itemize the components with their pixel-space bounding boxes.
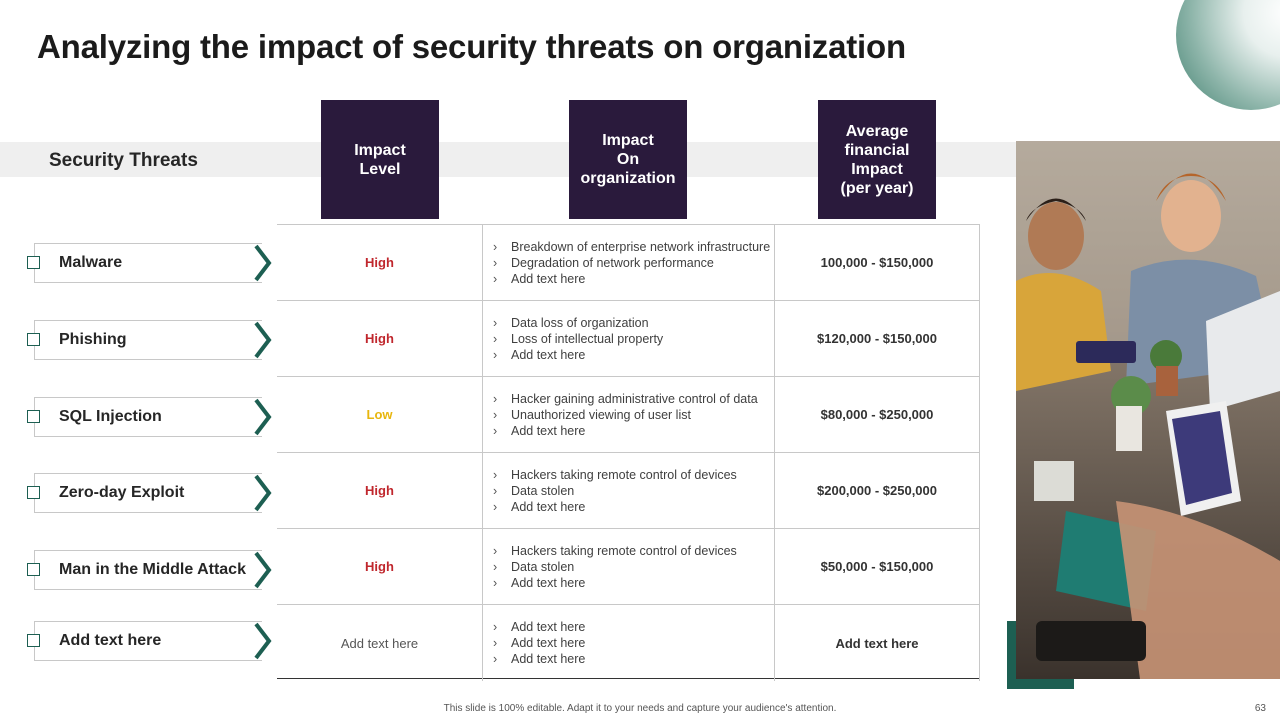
impact-organization-cell — [482, 225, 775, 300]
impact-bullet-list — [491, 467, 737, 515]
financial-impact-cell: $50,000 - $150,000 — [775, 529, 980, 604]
impact-level-cell: High — [365, 559, 394, 574]
chevron-right-icon — [252, 397, 274, 437]
threat-label: Man in the Middle Attack — [59, 561, 246, 578]
impact-bullet-list — [491, 391, 758, 439]
checkbox-icon — [27, 563, 40, 576]
checkbox-icon — [27, 634, 40, 647]
checkbox-icon — [27, 256, 40, 269]
threat-label: Malware — [59, 254, 123, 271]
threat-item — [34, 473, 274, 513]
impact-organization-cell — [482, 529, 775, 604]
impact-bullet: › Add text here — [491, 651, 585, 667]
impact-bullet: › Breakdown of enterprise network infrastructure — [491, 239, 770, 255]
impact-bullet: › Degradation of network performance — [491, 255, 770, 271]
impact-level-cell: High — [365, 483, 394, 498]
chevron-right-icon — [252, 621, 274, 661]
checkbox-icon — [27, 333, 40, 346]
checkbox-icon — [27, 486, 40, 499]
impact-organization-cell — [482, 301, 775, 376]
threat-table — [277, 224, 980, 679]
financial-impact-cell: $80,000 - $250,000 — [775, 377, 980, 452]
chevron-right-icon — [252, 320, 274, 360]
table-row — [277, 605, 980, 681]
table-row — [277, 377, 980, 453]
impact-bullet: › Data loss of organization — [491, 315, 663, 331]
team-meeting-photo — [1016, 141, 1280, 679]
impact-organization-cell — [482, 605, 775, 681]
impact-bullet: › Add text here — [491, 423, 758, 439]
checkbox-icon — [27, 410, 40, 423]
impact-bullet-list — [491, 619, 585, 667]
table-row — [277, 453, 980, 529]
slide-title: Analyzing the impact of security threats on organization — [37, 28, 906, 65]
column-header-impact-organization: Impact On organization — [569, 100, 687, 219]
impact-level-cell: High — [365, 255, 394, 270]
impact-bullet: › Add text here — [491, 635, 585, 651]
financial-impact-cell: $200,000 - $250,000 — [775, 453, 980, 528]
threat-item — [34, 320, 274, 360]
column-header-impact-level: Impact Level — [321, 100, 439, 219]
impact-level-cell: High — [365, 331, 394, 346]
table-row — [277, 225, 980, 301]
impact-bullet: › Add text here — [491, 271, 770, 287]
financial-impact-cell: Add text here — [775, 605, 980, 681]
impact-bullet: › Add text here — [491, 575, 737, 591]
threat-item — [34, 243, 274, 283]
page-number: 63 — [1254, 703, 1266, 714]
impact-bullet: › Hackers taking remote control of devices — [491, 543, 737, 559]
chevron-right-icon — [252, 550, 274, 590]
impact-level-cell: Low — [366, 407, 393, 422]
chevron-right-icon — [252, 243, 274, 283]
threat-label: Zero-day Exploit — [59, 484, 185, 501]
impact-bullet: › Data stolen — [491, 559, 737, 575]
impact-bullet: › Add text here — [491, 499, 737, 515]
impact-bullet-list — [491, 315, 663, 363]
column-header-financial-impact: Average financial Impact (per year) — [818, 100, 936, 219]
impact-bullet: › Hackers taking remote control of devices — [491, 467, 737, 483]
threat-label: Phishing — [59, 331, 127, 348]
section-heading: Security Threats — [49, 150, 198, 171]
impact-organization-cell — [482, 377, 775, 452]
impact-bullet-list — [491, 543, 737, 591]
threat-item — [34, 550, 274, 590]
financial-impact-cell: $120,000 - $150,000 — [775, 301, 980, 376]
impact-bullet: › Add text here — [491, 619, 585, 635]
impact-bullet: › Data stolen — [491, 483, 737, 499]
table-row — [277, 529, 980, 605]
table-row — [277, 301, 980, 377]
threat-item — [34, 397, 274, 437]
impact-level-cell: Add text here — [340, 635, 419, 651]
impact-organization-cell — [482, 453, 775, 528]
slide-footer: This slide is 100% editable. Adapt it to your needs and capture your audience's attention. — [443, 703, 837, 714]
decorative-circle — [1176, 0, 1280, 110]
impact-bullet: › Hacker gaining administrative control of data — [491, 391, 758, 407]
chevron-right-icon — [252, 473, 274, 513]
impact-bullet-list — [491, 239, 770, 287]
threat-label: Add text here — [59, 632, 162, 649]
financial-impact-cell: 100,000 - $150,000 — [775, 225, 980, 300]
threat-item — [34, 621, 274, 661]
impact-bullet: › Loss of intellectual property — [491, 331, 663, 347]
impact-bullet: › Add text here — [491, 347, 663, 363]
impact-bullet: › Unauthorized viewing of user list — [491, 407, 758, 423]
threat-label: SQL Injection — [59, 408, 162, 425]
